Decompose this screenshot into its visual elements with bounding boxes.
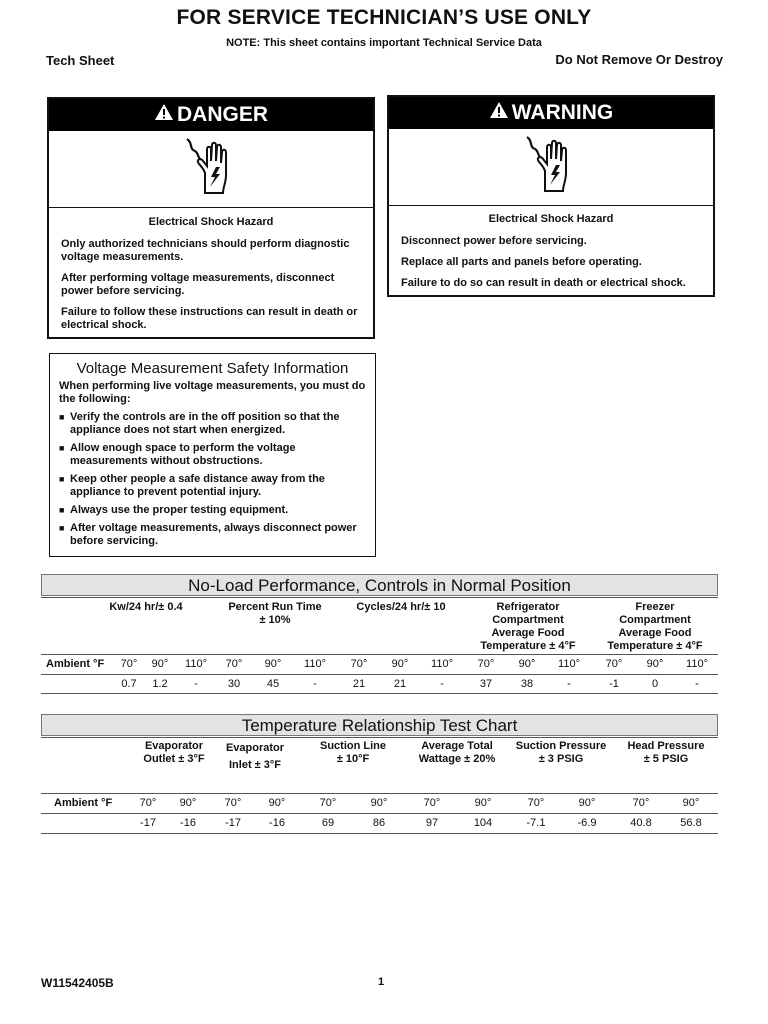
warning-paragraph: Replace all parts and panels before operating. (401, 256, 642, 268)
document-code: W11542405B (41, 976, 114, 990)
temp-cell: 70° (350, 658, 368, 670)
tech-sheet-label: Tech Sheet (46, 53, 115, 68)
temp-cell: 70° (224, 797, 242, 809)
warning-icon-area (389, 129, 713, 206)
value-cell: 45 (266, 678, 280, 690)
square-bullet-icon: ■ (59, 443, 65, 453)
temp-chart-group-header: Suction Pressure ± 3 PSIG (515, 740, 607, 765)
temp-cell: 90° (518, 658, 536, 670)
warning-paragraph: Failure to do so can result in death or electrical shock. (401, 277, 686, 289)
table-divider (41, 813, 718, 814)
table-divider (41, 833, 718, 834)
no-load-group-header: Kw/24 hr/± 0.4 (109, 601, 183, 613)
value-cell: 30 (227, 678, 241, 690)
table-divider (41, 654, 718, 655)
table-divider (41, 793, 718, 794)
temp-cell: 90° (578, 797, 596, 809)
warning-box (387, 95, 715, 297)
temp-chart-group-header: Evaporator Inlet ± 3°F (225, 742, 285, 771)
value-cell: - (567, 678, 571, 690)
temp-cell: 90° (370, 797, 388, 809)
danger-box (47, 97, 375, 339)
temp-cell: 90° (682, 797, 700, 809)
value-cell: 97 (425, 817, 439, 829)
ambient-label: Ambient °F (54, 797, 113, 809)
temp-cell: 90° (474, 797, 492, 809)
safety-bullet (59, 411, 366, 437)
value-cell: - (194, 678, 198, 690)
ambient-label: Ambient °F (46, 658, 105, 670)
temp-chart-group-header: Suction Line ± 10°F (320, 740, 386, 765)
danger-paragraph: Only authorized technicians should perform diagnostic voltage measurements. (61, 238, 350, 263)
safety-bullet-text: After voltage measurements, always disconnect power before servicing. (70, 522, 357, 547)
value-cell: - (313, 678, 317, 690)
value-cell: -7.1 (526, 817, 546, 829)
value-cell: - (695, 678, 699, 690)
square-bullet-icon: ■ (59, 505, 65, 515)
warning-body (389, 206, 713, 290)
danger-body (49, 208, 373, 332)
temp-cell: 70° (225, 658, 243, 670)
temp-cell: 90° (646, 658, 664, 670)
value-cell: 0 (651, 678, 659, 690)
temp-chart-group-header: Evaporator Outlet ± 3°F (143, 740, 205, 765)
value-cell: 69 (321, 817, 335, 829)
temp-chart-group-header: Head Pressure ± 5 PSIG (627, 740, 705, 765)
value-cell: -6.9 (577, 817, 597, 829)
value-cell: -17 (140, 817, 156, 829)
warning-triangle-icon (154, 99, 174, 131)
temp-cell: 70° (319, 797, 337, 809)
safety-bullet (59, 442, 366, 468)
danger-paragraph: Failure to follow these instructions can result in death or electrical shock. (61, 306, 358, 331)
warning-label: WARNING (511, 101, 614, 124)
temp-cell: 70° (527, 797, 545, 809)
safety-bullet (59, 504, 366, 517)
safety-intro: When performing live voltage measurements, you must do the following: (59, 380, 366, 405)
no-load-group-header: Cycles/24 hr/± 10 (356, 601, 446, 613)
temp-cell: 110° (185, 658, 207, 670)
value-cell: -1 (609, 678, 619, 690)
no-load-title: No-Load Performance, Controls in Normal Position (41, 574, 718, 596)
table-divider (41, 737, 718, 738)
value-cell: 0.7 (121, 678, 137, 690)
temp-cell: 110° (686, 658, 708, 670)
value-cell: 21 (352, 678, 366, 690)
temp-cell: 70° (632, 797, 650, 809)
warning-triangle-icon (489, 97, 509, 129)
danger-label: DANGER (176, 103, 268, 126)
temp-cell: 70° (139, 797, 157, 809)
table-divider (41, 597, 718, 598)
temp-cell: 90° (264, 658, 282, 670)
value-cell: 104 (473, 817, 493, 829)
temp-cell: 90° (391, 658, 409, 670)
temp-cell: 70° (605, 658, 623, 670)
table-divider (41, 674, 718, 675)
danger-subtitle: Electrical Shock Hazard (148, 216, 274, 228)
value-cell: - (440, 678, 444, 690)
value-cell: 38 (520, 678, 534, 690)
square-bullet-icon: ■ (59, 474, 65, 484)
temp-cell: 90° (151, 658, 169, 670)
temp-chart-title: Temperature Relationship Test Chart (41, 714, 718, 736)
danger-header (49, 99, 373, 131)
temp-chart-group-header: Average Total Wattage ± 20% (418, 740, 496, 765)
danger-icon-area (49, 131, 373, 208)
electric-shock-hand-icon (183, 137, 239, 202)
safety-bullet-text: Always use the proper testing equipment. (70, 504, 289, 516)
page-number: 1 (378, 976, 385, 988)
warning-paragraph: Disconnect power before servicing. (401, 235, 587, 247)
do-not-remove-label: Do Not Remove Or Destroy (555, 52, 723, 67)
square-bullet-icon: ■ (59, 523, 65, 533)
no-load-group-header: Refrigerator Compartment Average Food Temperature ± 4°F (480, 601, 576, 652)
safety-title: Voltage Measurement Safety Information (76, 360, 349, 377)
warning-header (389, 97, 713, 129)
no-load-group-header: Freezer Compartment Average Food Temperature ± 4°F (607, 601, 703, 652)
temp-cell: 70° (477, 658, 495, 670)
value-cell: 37 (479, 678, 493, 690)
value-cell: -17 (225, 817, 241, 829)
page-title: FOR SERVICE TECHNICIAN’S USE ONLY (176, 6, 592, 29)
temp-cell: 70° (423, 797, 441, 809)
temp-cell: 110° (558, 658, 580, 670)
value-cell: 21 (393, 678, 407, 690)
safety-info-box (49, 353, 376, 557)
no-load-group-header: Percent Run Time ± 10% (228, 601, 322, 626)
value-cell: -16 (269, 817, 285, 829)
temp-cell: 90° (179, 797, 197, 809)
safety-bullet-text: Verify the controls are in the off position so that the appliance does not start when energized. (70, 411, 340, 436)
table-divider (41, 693, 718, 694)
safety-bullet (59, 522, 366, 548)
value-cell: 56.8 (680, 817, 702, 829)
value-cell: -16 (180, 817, 196, 829)
value-cell: 86 (372, 817, 386, 829)
temp-cell: 90° (268, 797, 286, 809)
temp-cell: 110° (431, 658, 453, 670)
value-cell: 40.8 (630, 817, 652, 829)
service-note: NOTE: This sheet contains important Technical Service Data (226, 37, 542, 49)
square-bullet-icon: ■ (59, 412, 65, 422)
safety-bullet (59, 473, 366, 499)
temp-cell: 110° (304, 658, 326, 670)
temp-cell: 70° (120, 658, 138, 670)
safety-bullet-text: Allow enough space to perform the voltage measurements without obstructions. (70, 442, 296, 467)
danger-paragraph: After performing voltage measurements, disconnect power before servicing. (61, 272, 335, 297)
warning-subtitle: Electrical Shock Hazard (488, 213, 614, 225)
electric-shock-hand-icon (523, 135, 579, 200)
value-cell: 1.2 (152, 678, 168, 690)
safety-bullet-text: Keep other people a safe distance away from the appliance to prevent potential injury. (70, 473, 325, 498)
